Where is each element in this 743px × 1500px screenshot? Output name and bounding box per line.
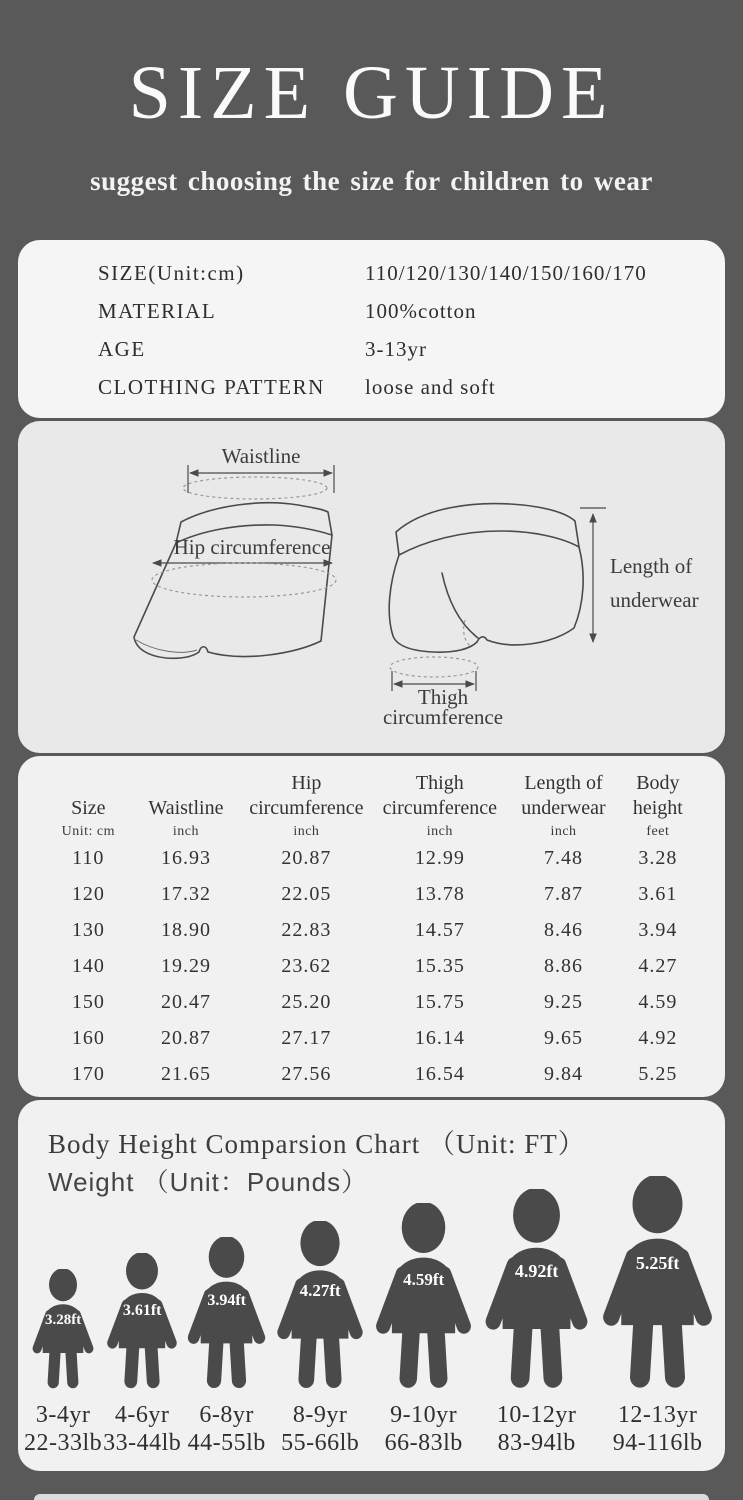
info-label-material: MATERIAL (98, 299, 217, 323)
size-table-header (46, 769, 697, 840)
age-label: 9-10yr (390, 1402, 458, 1428)
child-figure-icon (595, 1176, 720, 1389)
table-cell: 7.48 (544, 846, 583, 869)
column-label: Body height (632, 772, 683, 819)
child-figure-icon (102, 1253, 182, 1389)
table-cell: 9.65 (544, 1026, 583, 1049)
height-label: 4.59ft (403, 1269, 445, 1289)
info-value-pattern: loose and soft (365, 375, 496, 399)
info-row-age (18, 334, 725, 364)
weight-label: 83-94lb (497, 1430, 576, 1456)
table-cell: 120 (71, 882, 105, 905)
table-cell: 20.47 (160, 990, 211, 1013)
table-cell: 16.93 (160, 846, 211, 869)
table-cell: 4.92 (638, 1026, 678, 1049)
product-info-card (18, 240, 725, 418)
hip-label: Hip circumference (173, 535, 331, 559)
table-cell: 110 (72, 846, 105, 869)
table-row-130 (46, 912, 697, 948)
age-label: 12-13yr (617, 1402, 698, 1428)
table-cell: 15.35 (414, 954, 465, 977)
measurement-diagram-card (18, 421, 725, 753)
chart-subtitle: Weight （Unit：Pounds） (48, 1167, 369, 1197)
column-unit: inch (293, 824, 320, 839)
table-cell: 140 (71, 954, 105, 977)
table-cell: 12.99 (414, 846, 465, 869)
info-label-pattern: CLOTHING PATTERN (98, 375, 325, 399)
table-cell: 15.75 (414, 990, 465, 1013)
shorts-back-sketch (389, 504, 583, 653)
weight-label: 94-116lb (612, 1430, 703, 1456)
table-row-120 (46, 876, 697, 912)
column-unit: inch (426, 824, 453, 839)
figure-column-3 (182, 1237, 271, 1457)
figure-column-1 (24, 1269, 102, 1457)
table-cell: 170 (71, 1062, 105, 1085)
table-cell: 16.14 (414, 1026, 465, 1049)
figure-column-2 (102, 1253, 182, 1457)
table-cell: 5.25 (638, 1062, 678, 1085)
table-cell: 160 (71, 1026, 105, 1049)
thigh-dimension (383, 657, 503, 729)
table-cell: 4.27 (638, 954, 678, 977)
table-cell: 18.90 (160, 918, 211, 941)
weight-label: 44-55lb (187, 1430, 266, 1456)
waistline-label: Waistline (221, 444, 301, 468)
table-cell: 3.61 (638, 882, 678, 905)
weight-label: 33-44lb (103, 1430, 182, 1456)
column-unit: inch (550, 824, 577, 839)
table-cell: 14.57 (414, 918, 465, 941)
height-label: 3.28ft (44, 1312, 82, 1329)
figure-column-5 (369, 1203, 478, 1457)
height-label: 4.92ft (514, 1261, 559, 1281)
table-cell: 21.65 (160, 1062, 211, 1085)
column-unit: Unit: cm (61, 824, 115, 839)
info-row-pattern (18, 372, 725, 402)
thigh-label-line1: Thigh (417, 685, 469, 709)
page-subtitle: suggest choosing the size for children to wear (90, 166, 653, 196)
column-label: Waistline (148, 797, 224, 819)
table-cell: 22.83 (281, 918, 332, 941)
age-label: 3-4yr (35, 1402, 91, 1428)
table-cell: 3.28 (638, 846, 678, 869)
waistline-dimension (183, 444, 334, 499)
figure-column-4 (271, 1221, 369, 1457)
table-cell: 20.87 (160, 1026, 211, 1049)
table-cell: 8.86 (544, 954, 583, 977)
child-figure-icon (28, 1269, 98, 1389)
height-label: 4.27ft (299, 1281, 341, 1301)
child-figure-icon (369, 1203, 478, 1389)
weight-label: 66-83lb (384, 1430, 463, 1456)
column-label: Thigh circumference (382, 772, 497, 819)
info-label-age: AGE (98, 337, 146, 361)
height-label: 3.94ft (207, 1291, 246, 1309)
figure-column-7 (595, 1176, 720, 1457)
age-label: 10-12yr (496, 1402, 577, 1428)
table-row-160 (46, 1020, 697, 1056)
figures-row (24, 1176, 719, 1457)
height-label: 5.25ft (635, 1252, 680, 1273)
table-cell: 130 (71, 918, 105, 941)
info-label-size: SIZE(Unit:cm) (98, 261, 245, 285)
column-unit: feet (646, 824, 670, 839)
table-cell: 27.17 (281, 1026, 332, 1049)
length-dimension (580, 508, 699, 642)
table-cell: 23.62 (281, 954, 332, 977)
weight-label: 55-66lb (281, 1430, 360, 1456)
age-label: 4-6yr (114, 1402, 170, 1428)
table-cell: 3.94 (638, 918, 678, 941)
size-table-card (18, 756, 725, 1097)
table-cell: 8.46 (544, 918, 583, 941)
table-row-150 (46, 984, 697, 1020)
column-header-height (619, 769, 697, 840)
next-card-edge (34, 1494, 709, 1500)
child-figure-icon (478, 1189, 595, 1389)
table-cell: 16.54 (414, 1062, 465, 1085)
length-label-line2: underwear (610, 588, 699, 612)
length-label-line1: Length of (610, 554, 693, 578)
table-cell: 22.05 (281, 882, 332, 905)
table-cell: 7.87 (544, 882, 583, 905)
thigh-label-line2: circumference (382, 705, 504, 729)
hip-dimension (152, 535, 336, 597)
underwear-measurement-diagram (18, 421, 725, 753)
table-row-140 (46, 948, 697, 984)
column-header-size (46, 769, 131, 840)
size-table (46, 769, 697, 1092)
table-cell: 27.56 (281, 1062, 332, 1085)
table-cell: 13.78 (414, 882, 465, 905)
weight-label: 22-33lb (24, 1430, 103, 1456)
column-label: Hip circumference (249, 772, 364, 819)
info-row-material (18, 296, 725, 326)
shorts-front-sketch (134, 503, 332, 659)
column-header-waistline (131, 769, 242, 840)
table-cell: 19.29 (160, 954, 211, 977)
column-header-length (508, 769, 619, 840)
table-row-110 (46, 840, 697, 876)
body-height-chart-card (18, 1100, 725, 1471)
column-header-hip (241, 769, 371, 840)
age-label: 6-8yr (199, 1402, 254, 1428)
table-row-170 (46, 1056, 697, 1092)
chart-title: Body Height Comparsion Chart （Unit: FT） (48, 1129, 586, 1159)
column-header-thigh (371, 769, 508, 840)
table-cell: 25.20 (281, 990, 332, 1013)
page-title: SIZE GUIDE (128, 51, 615, 135)
column-label: Length of underwear (521, 772, 606, 819)
info-row-size (18, 258, 725, 288)
table-cell: 4.59 (638, 990, 678, 1013)
height-label: 3.61ft (122, 1301, 162, 1319)
table-cell: 9.84 (544, 1062, 583, 1085)
table-cell: 17.32 (160, 882, 211, 905)
age-label: 8-9yr (292, 1402, 348, 1428)
figure-column-6 (478, 1189, 595, 1457)
column-label: Size (71, 797, 106, 819)
child-figure-icon (182, 1237, 271, 1389)
table-cell: 9.25 (544, 990, 583, 1013)
info-value-age: 3-13yr (365, 337, 427, 361)
info-value-size: 110/120/130/140/150/160/170 (365, 261, 647, 285)
info-value-material: 100%cotton (365, 299, 477, 323)
table-cell: 20.87 (281, 846, 332, 869)
column-unit: inch (172, 824, 199, 839)
table-cell: 150 (71, 990, 105, 1013)
child-figure-icon (271, 1221, 369, 1389)
